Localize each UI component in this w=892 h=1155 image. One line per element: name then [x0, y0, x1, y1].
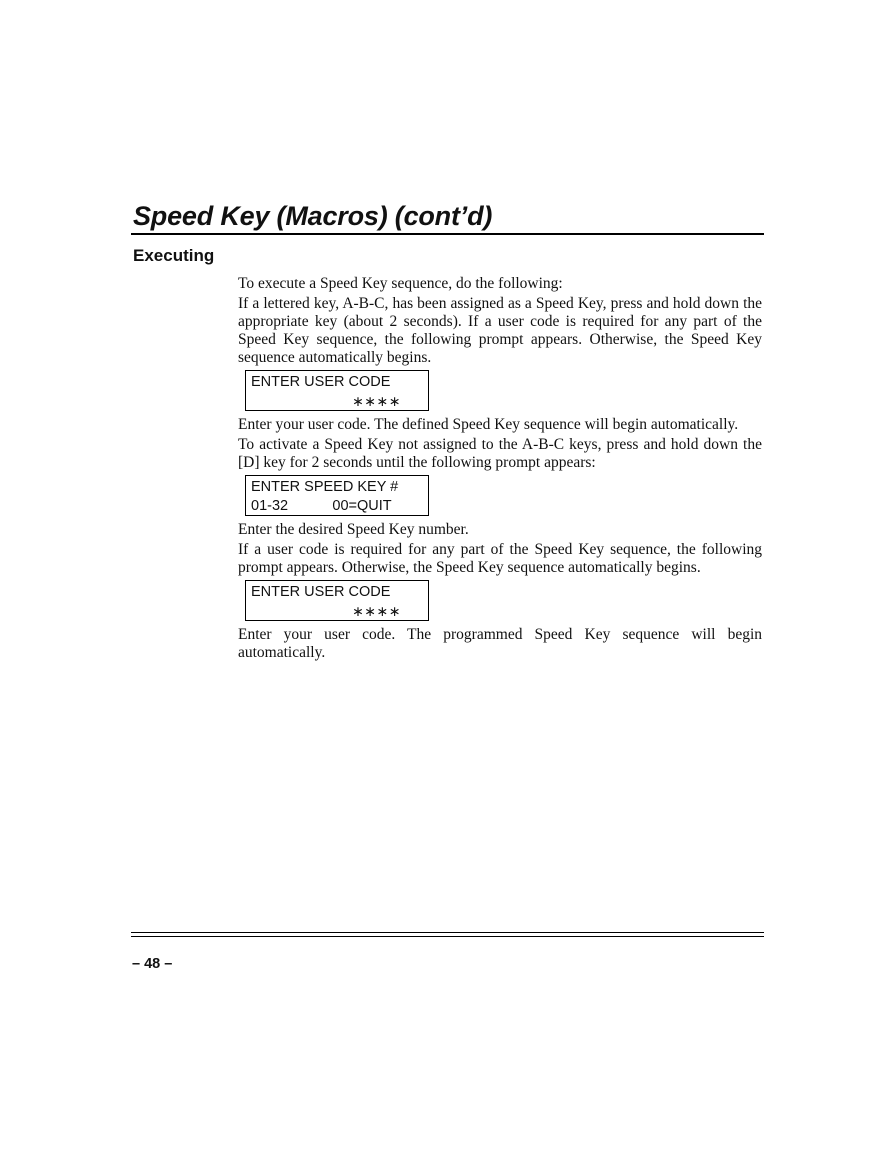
keypad-display-speed-key	[245, 475, 429, 516]
page-number: – 48 –	[132, 956, 173, 972]
keypad-display-user-code-2	[245, 580, 429, 621]
footer-divider	[131, 932, 764, 937]
title-divider	[131, 233, 764, 235]
display-code-mask: ∗∗∗∗	[352, 603, 401, 619]
section-heading: Executing	[133, 246, 215, 265]
display-line-1: ENTER USER CODE	[251, 584, 391, 600]
body-content	[238, 275, 762, 663]
enter-code-paragraph: Enter your user code. The defined Speed Key sequence will begin automatically.	[238, 416, 739, 433]
enter-code-paragraph-2: Enter your user code. The programmed Speed Key sequence will begin automatically.	[238, 626, 762, 661]
intro-paragraph: To execute a Speed Key sequence, do the following:	[238, 275, 563, 292]
display-line-1: ENTER SPEED KEY #	[251, 479, 399, 495]
page-title: Speed Key (Macros) (cont’d)	[133, 201, 493, 231]
display-line-2: 01-32 00=QUIT	[251, 498, 392, 514]
lettered-key-paragraph: If a lettered key, A-B-C, has been assigned as a Speed Key, press and hold down the appropriate key (about 2 seconds). If a user code is required for any part of the Speed Key sequence, the following prompt appears. Otherwise, the Speed Key sequence automatically begins.	[238, 295, 762, 366]
activate-paragraph: To activate a Speed Key not assigned to the A-B-C keys, press and hold down the [D] key for 2 seconds until the following prompt appears:	[238, 436, 762, 471]
display-code-mask: ∗∗∗∗	[352, 393, 401, 409]
display-line-1: ENTER USER CODE	[251, 374, 391, 390]
user-code-required-paragraph: If a user code is required for any part of the Speed Key sequence, the following prompt appears. Otherwise, the Speed Key sequence automatically begins.	[238, 541, 762, 576]
keypad-display-user-code	[245, 370, 429, 411]
enter-number-paragraph: Enter the desired Speed Key number.	[238, 521, 469, 538]
